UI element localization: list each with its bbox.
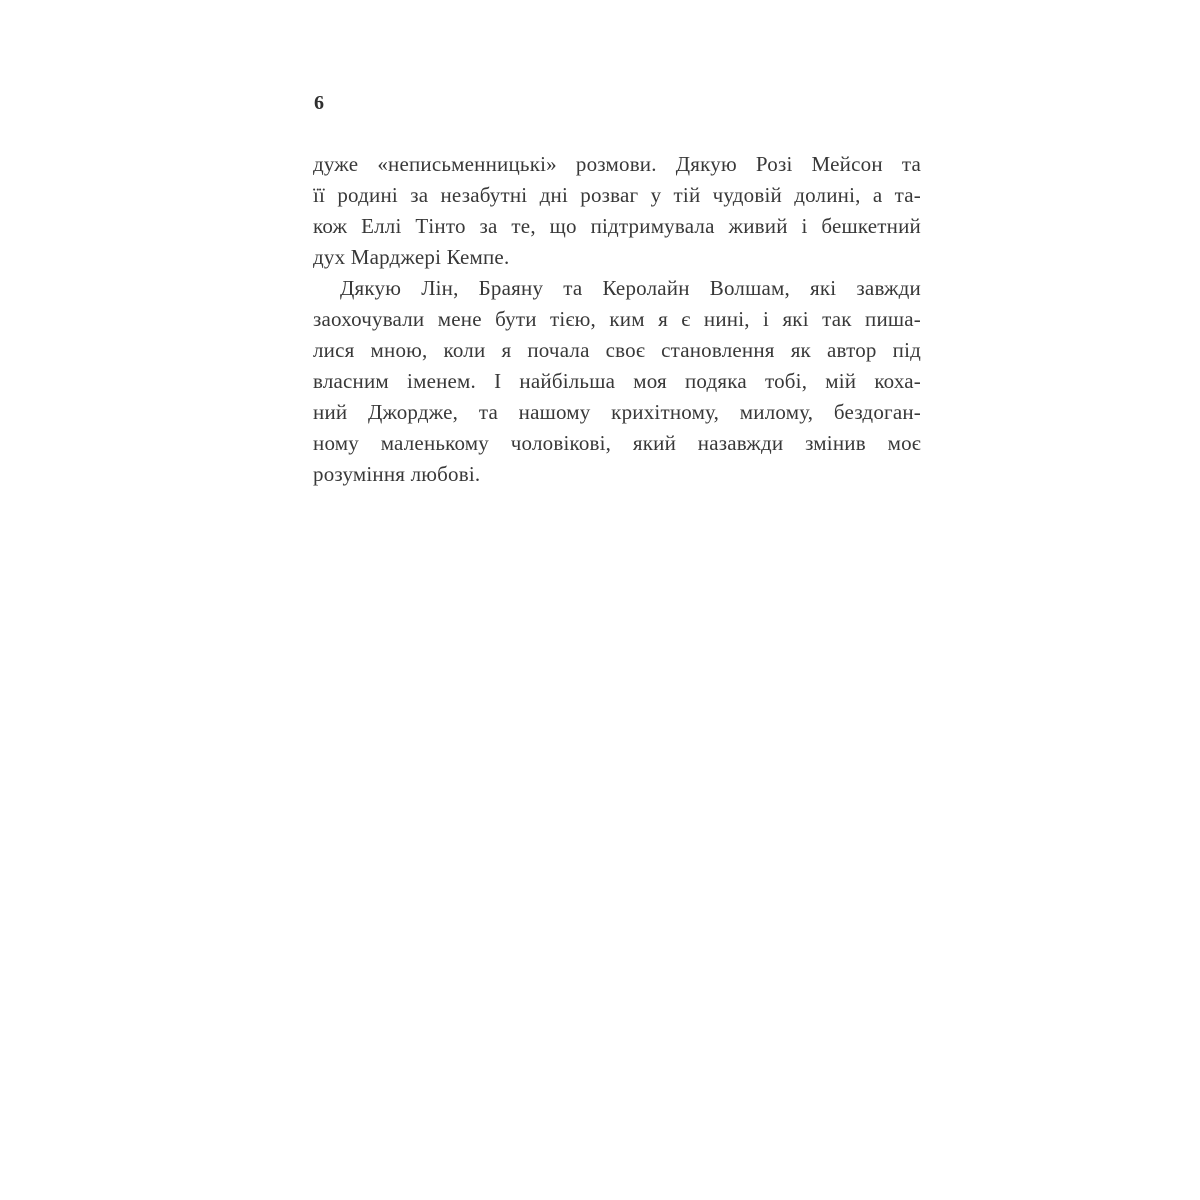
text-line: розуміння любові.	[313, 462, 481, 486]
text-line: кож Еллі Тінто за те, що підтримувала живий і бешкетний	[313, 214, 921, 238]
text-line: Дякую Лін, Браяну та Керолайн Волшам, які завжди	[340, 276, 921, 300]
text-line: дуже «неписьменницькі» розмови. Дякую Розі Мейсон та	[313, 152, 921, 176]
text-line: ний Джордже, та нашому крихітному, милому, бездоган-	[313, 400, 921, 424]
text-line: дух Марджері Кемпе.	[313, 245, 510, 269]
body-text	[313, 149, 921, 490]
text-line: заохочували мене бути тією, ким я є нині, і які так пиша-	[313, 307, 921, 331]
text-line: лися мною, коли я почала своє становлення як автор під	[313, 338, 921, 362]
text-line: її родині за незабутні дні розваг у тій чудовій долині, а та-	[313, 183, 921, 207]
paragraph	[313, 149, 921, 273]
page-number: 6	[314, 92, 324, 114]
paragraph	[313, 273, 921, 490]
text-line: ному маленькому чоловікові, який назавжди змінив моє	[313, 431, 921, 455]
text-line: власним іменем. І найбільша моя подяка тобі, мій коха-	[313, 369, 921, 393]
